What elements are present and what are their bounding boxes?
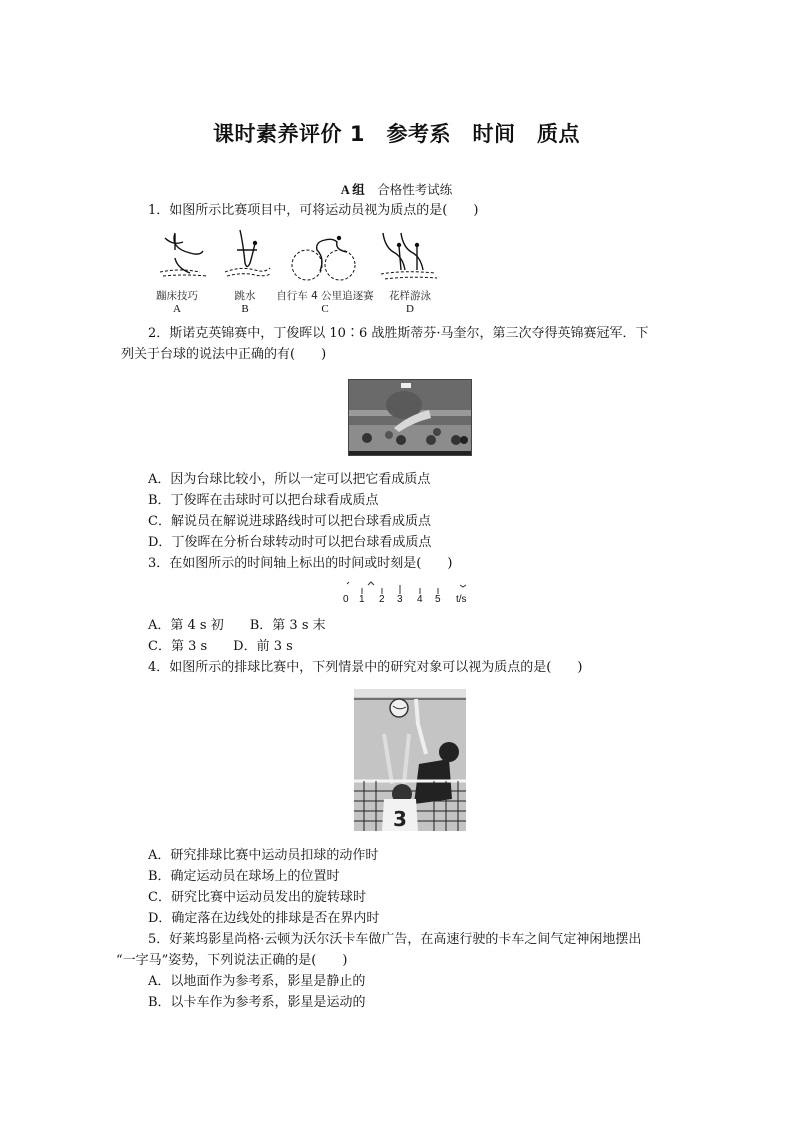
question-4-option-d: D．确定落在边线处的排球是否在界内时 <box>148 911 380 926</box>
question-3-stem: 3．在如图所示的时间轴上标出的时间或时刻是( ) <box>148 556 453 571</box>
volleyball-photo <box>354 689 466 831</box>
tick-label-4: 4 <box>417 594 423 605</box>
figure-caption-a: 蹦床技巧 <box>156 290 198 302</box>
question-4-stem: 4．如图所示的排球比赛中，下列情景中的研究对象可以视为质点的是( ) <box>148 660 583 675</box>
axis-arrow <box>460 585 466 587</box>
tick-label-5: 5 <box>435 594 441 605</box>
axis-unit-label: t/s <box>456 594 467 605</box>
page-title: 课时素养评价 1 参考系 时间 质点 <box>213 122 580 146</box>
question-5-option-b: B．以卡车作为参考系，影星是运动的 <box>148 995 366 1010</box>
snooker-photo <box>348 379 472 456</box>
diving-figure-icon <box>225 230 270 276</box>
figure-letter-b: B <box>241 303 249 315</box>
tick-label-3: 3 <box>397 594 403 605</box>
figure-letter-a: A <box>173 303 181 315</box>
question-2-option-a: A．因为台球比较小，所以一定可以把它看成质点 <box>148 472 431 487</box>
question-2-option-b: B．丁俊晖在击球时可以把台球看成质点 <box>148 493 379 508</box>
section-group: A 组 <box>340 183 365 197</box>
interval-marker <box>368 582 374 585</box>
question-3-options-line1: A．第 4 s 初 B．第 3 s 末 <box>148 618 326 633</box>
question-2-stem-line2: 列关于台球的说法中正确的有( ) <box>121 347 327 362</box>
section-name: 合格性考试练 <box>377 182 453 197</box>
tick-label-2: 2 <box>379 594 385 605</box>
figure-caption-c: 自行车 4 公里追逐赛 <box>276 290 374 302</box>
question-4-option-a: A．研究排球比赛中运动员扣球的动作时 <box>148 848 379 863</box>
question-2-stem-line1: 2．斯诺克英锦赛中，丁俊晖以 10∶6 战胜斯蒂芬·马奎尔，第三次夺得英锦赛冠军．下 <box>148 326 649 341</box>
question-1-stem: 1．如图所示比赛项目中，可将运动员视为质点的是( ) <box>148 203 479 218</box>
figure-letter-d: D <box>406 303 414 315</box>
figure-caption-d: 花样游泳 <box>389 290 431 302</box>
question-2-option-c: C．解说员在解说进球路线时可以把台球看成质点 <box>148 514 431 529</box>
figure-letter-c: C <box>321 303 329 315</box>
question-4-option-b: B．确定运动员在球场上的位置时 <box>148 869 340 884</box>
question-2-option-d: D．丁俊晖在分析台球转动时可以把台球看成质点 <box>148 535 432 550</box>
synchronized-swimming-figure-icon <box>381 233 437 279</box>
question-5-stem-line2: “一字马”姿势，下列说法正确的是( ) <box>116 953 348 968</box>
time-axis <box>340 580 490 608</box>
tick-label-1: 1 <box>359 594 365 605</box>
question-5-option-a: A．以地面作为参考系，影星是静止的 <box>148 974 366 989</box>
tick-label-0: 0 <box>343 594 349 605</box>
question-4-option-c: C．研究比赛中运动员发出的旋转球时 <box>148 890 366 905</box>
section-heading <box>0 180 793 198</box>
question-3-options-line2: C．第 3 s D．前 3 s <box>148 639 293 654</box>
question-1-figures <box>155 228 455 288</box>
trampoline-figure-icon <box>160 233 207 276</box>
axis-start-mark <box>347 582 349 584</box>
cycling-figure-icon <box>292 237 355 281</box>
question-5-stem-line1: 5．好莱坞影星尚格·云顿为沃尔沃卡车做广告，在高速行驶的卡车之间气定神闲地摆出 <box>148 932 642 947</box>
jersey-number: 3 <box>393 807 407 831</box>
figure-caption-b: 跳水 <box>234 290 256 302</box>
